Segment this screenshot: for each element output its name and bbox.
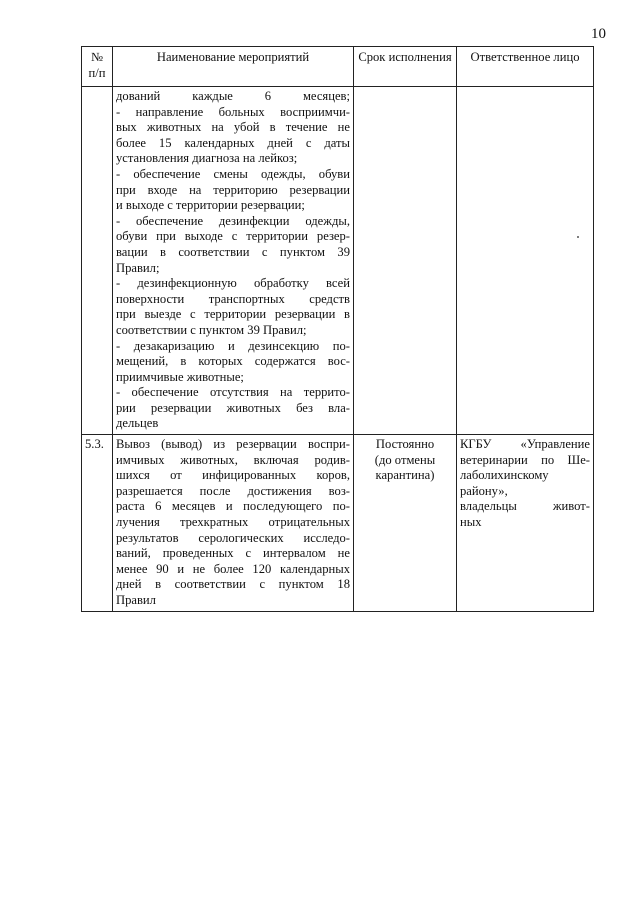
name-line: шихся от инфицированных коров, bbox=[116, 468, 350, 483]
page-number: 10 bbox=[591, 26, 606, 42]
cell-num-5-3: 5.3. bbox=[82, 435, 113, 612]
name-line: раста 6 месяцев и последующего по- bbox=[116, 499, 350, 514]
name-line: рии резервации животных без вла- bbox=[116, 400, 350, 415]
scan-speck bbox=[577, 236, 579, 238]
name-line: Правил bbox=[116, 593, 156, 607]
table-row-continued bbox=[82, 87, 594, 435]
name-line: лучения трехкратных отрицательных bbox=[116, 515, 350, 530]
name-line: - обеспечение смены одежды, обуви bbox=[116, 166, 350, 181]
term-line: Постоянно bbox=[375, 437, 435, 452]
name-line: при входе на территорию резервации bbox=[116, 182, 350, 197]
name-line: Вывоз (вывод) из резервации воспри- bbox=[116, 437, 350, 452]
table-header-row bbox=[82, 47, 594, 87]
name-line: обуви при выходе с территории резер- bbox=[116, 229, 350, 244]
term-line: карантина) bbox=[375, 468, 435, 483]
name-line: Правил; bbox=[116, 260, 160, 275]
name-line: дней в соответствии с пунктом 18 bbox=[116, 577, 350, 592]
responsible-line: району», bbox=[460, 483, 508, 498]
table-row-5-3 bbox=[82, 435, 594, 612]
cell-term-5-3 bbox=[354, 435, 457, 612]
name-line: менее 90 и не более 120 календарных bbox=[116, 561, 350, 576]
name-line: мещений, в которых содержатся вос- bbox=[116, 354, 350, 369]
responsible-line: лаболихинскому bbox=[460, 468, 549, 483]
measures-table bbox=[81, 46, 594, 612]
name-line: - направление больных восприимчи- bbox=[116, 104, 350, 119]
name-line: дельцев bbox=[116, 416, 159, 431]
name-line: - дезакаризацию и дезинсекцию по- bbox=[116, 338, 350, 353]
term-line: (до отмены bbox=[374, 452, 436, 467]
name-line: - дезинфекционную обработку всей bbox=[116, 276, 350, 291]
cell-responsible-5-3 bbox=[457, 435, 594, 612]
responsible-line: КГБУ «Управление bbox=[460, 437, 590, 452]
name-line: при выезде с территории резервации в bbox=[116, 307, 350, 322]
name-line: разрешается после достижения воз- bbox=[116, 483, 350, 498]
name-line: и выходе с территории резервации; bbox=[116, 198, 305, 213]
name-line: установления диагноза на лейкоз; bbox=[116, 151, 298, 166]
name-line: дований каждые 6 месяцев; bbox=[116, 89, 350, 103]
name-line: более 15 календарных дней с даты bbox=[116, 135, 350, 150]
cell-term-continued bbox=[354, 87, 457, 435]
cell-name-continued bbox=[113, 87, 354, 435]
name-line: - обеспечение дезинфекции одежды, bbox=[116, 213, 350, 228]
name-line: приимчивые животные; bbox=[116, 369, 244, 384]
responsible-line: ных bbox=[460, 515, 482, 530]
name-line: ваний, проведенных с интервалом не bbox=[116, 546, 350, 561]
name-line: вации в соответствии с пунктом 39 bbox=[116, 244, 350, 259]
header-num: № п/п bbox=[82, 47, 113, 87]
cell-name-5-3 bbox=[113, 435, 354, 612]
cell-num-continued bbox=[82, 87, 113, 435]
header-term: Срок исполнения bbox=[354, 47, 457, 87]
name-line: поверхности транспортных средств bbox=[116, 291, 350, 306]
name-line: результатов серологических исследо- bbox=[116, 530, 350, 545]
name-line: соответствии с пунктом 39 Правил; bbox=[116, 322, 307, 337]
name-line: вых животных на убой в течение не bbox=[116, 120, 350, 135]
header-responsible: Ответственное лицо bbox=[457, 47, 594, 87]
responsible-line: владельцы живот- bbox=[460, 499, 590, 514]
responsible-line: ветеринарии по Ше- bbox=[460, 452, 590, 467]
name-line: - обеспечение отсутствия на террито- bbox=[116, 385, 350, 400]
cell-responsible-continued bbox=[457, 87, 594, 435]
header-name: Наименование мероприятий bbox=[113, 47, 354, 87]
name-line: имчивых животных, включая родив- bbox=[116, 452, 350, 467]
